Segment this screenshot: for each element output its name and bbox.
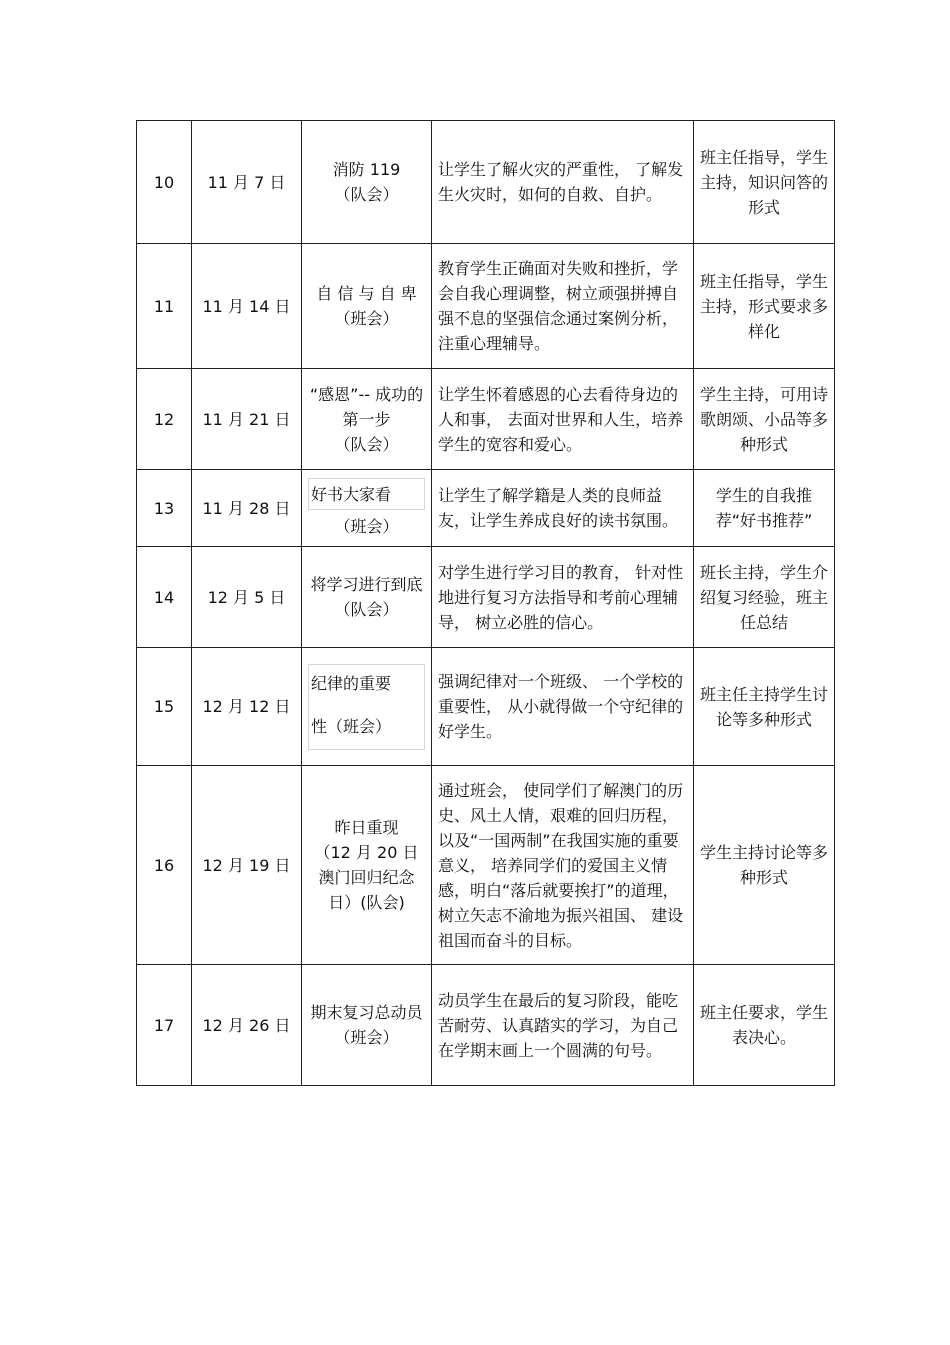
row-goal: 强调纪律对一个班级、 一个学校的重要性， 从小就得做一个守纪律的好学生。 xyxy=(432,648,694,766)
row-form: 班长主持，学生介绍复习经验，班主任总结 xyxy=(694,547,835,648)
row-topic-text: 消防 119 （队会） xyxy=(332,160,401,204)
row-goal: 对学生进行学习目的教育， 针对性地进行复习方法指导和考前心理辅导， 树立必胜的信心。 xyxy=(432,547,694,648)
table-row xyxy=(137,369,835,470)
row-form: 学生主持，可用诗歌朗颂、小品等多种形式 xyxy=(694,369,835,470)
row-number: 10 xyxy=(137,121,192,244)
row-date: 12 月 26 日 xyxy=(192,965,302,1086)
row-form: 学生主持讨论等多种形式 xyxy=(694,766,835,965)
row-date: 12 月 19 日 xyxy=(192,766,302,965)
row-number: 15 xyxy=(137,648,192,766)
row-topic-text: “感恩”-- 成功的第一步 （队会） xyxy=(309,384,424,454)
row-topic xyxy=(302,547,432,648)
table-row xyxy=(137,244,835,369)
row-topic xyxy=(302,965,432,1086)
row-topic xyxy=(302,766,432,965)
row-topic-text: 将学习进行到底 （队会） xyxy=(310,575,423,619)
row-form: 班主任指导，学生主持，知识问答的形式 xyxy=(694,121,835,244)
row-date: 12 月 12 日 xyxy=(192,648,302,766)
row-goal: 让学生了解火灾的严重性， 了解发生火灾时，如何的自救、自护。 xyxy=(432,121,694,244)
row-topic-sub: （班会） xyxy=(334,516,399,536)
table-row xyxy=(137,547,835,648)
row-topic-text: 自 信 与 自 卑 （班会） xyxy=(316,284,417,328)
row-goal: 让学生怀着感恩的心去看待身边的人和事， 去面对世界和人生，培养学生的宽容和爱心。 xyxy=(432,369,694,470)
row-goal: 让学生了解学籍是人类的良师益友，让学生养成良好的读书氛围。 xyxy=(432,470,694,547)
row-topic xyxy=(302,369,432,470)
row-number: 14 xyxy=(137,547,192,648)
row-date: 12 月 5 日 xyxy=(192,547,302,648)
row-form: 班主任要求，学生表决心。 xyxy=(694,965,835,1086)
table-row xyxy=(137,648,835,766)
row-number: 17 xyxy=(137,965,192,1086)
row-date: 11 月 14 日 xyxy=(192,244,302,369)
row-topic xyxy=(302,121,432,244)
row-topic-sub: 性（班会） xyxy=(311,716,392,736)
row-topic xyxy=(302,244,432,369)
row-number: 11 xyxy=(137,244,192,369)
row-form: 班主任主持学生讨论等多种形式 xyxy=(694,648,835,766)
row-topic xyxy=(302,470,432,547)
row-topic-text: 昨日重现 （12 月 20 日澳门回归纪念日）(队会) xyxy=(314,818,419,912)
table-row xyxy=(137,121,835,244)
row-topic-text: 好书大家看 xyxy=(311,484,392,504)
row-topic-text: 期末复习总动员（班会） xyxy=(310,1003,423,1047)
row-date: 11 月 7 日 xyxy=(192,121,302,244)
row-date: 11 月 21 日 xyxy=(192,369,302,470)
row-number: 13 xyxy=(137,470,192,547)
row-number: 16 xyxy=(137,766,192,965)
row-topic xyxy=(302,648,432,766)
row-form: 班主任指导，学生主持，形式要求多样化 xyxy=(694,244,835,369)
activity-plan-table xyxy=(136,120,835,1086)
table-row xyxy=(137,470,835,547)
topic-frame xyxy=(308,664,425,750)
row-goal: 动员学生在最后的复习阶段，能吃苦耐劳、认真踏实的学习，为自己在学期末画上一个圆满的句号。 xyxy=(432,965,694,1086)
row-form: 学生的自我推荐“好书推荐” xyxy=(694,470,835,547)
row-goal: 通过班会， 使同学们了解澳门的历史、风土人情，艰难的回归历程，以及“一国两制”在我国实施的重要意义， 培养同学们的爱国主义情感，明白“落后就要挨打”的道理，树立矢志不渝地为振兴祖国、 建设祖国而奋斗的目标。 xyxy=(432,766,694,965)
row-date: 11 月 28 日 xyxy=(192,470,302,547)
row-goal: 教育学生正确面对失败和挫折，学会自我心理调整，树立顽强拼搏自强不息的坚强信念通过案例分析， 注重心理辅导。 xyxy=(432,244,694,369)
row-number: 12 xyxy=(137,369,192,470)
topic-frame xyxy=(308,478,425,510)
table-row xyxy=(137,766,835,965)
table-row xyxy=(137,965,835,1086)
row-topic-text: 纪律的重要 xyxy=(311,673,392,693)
